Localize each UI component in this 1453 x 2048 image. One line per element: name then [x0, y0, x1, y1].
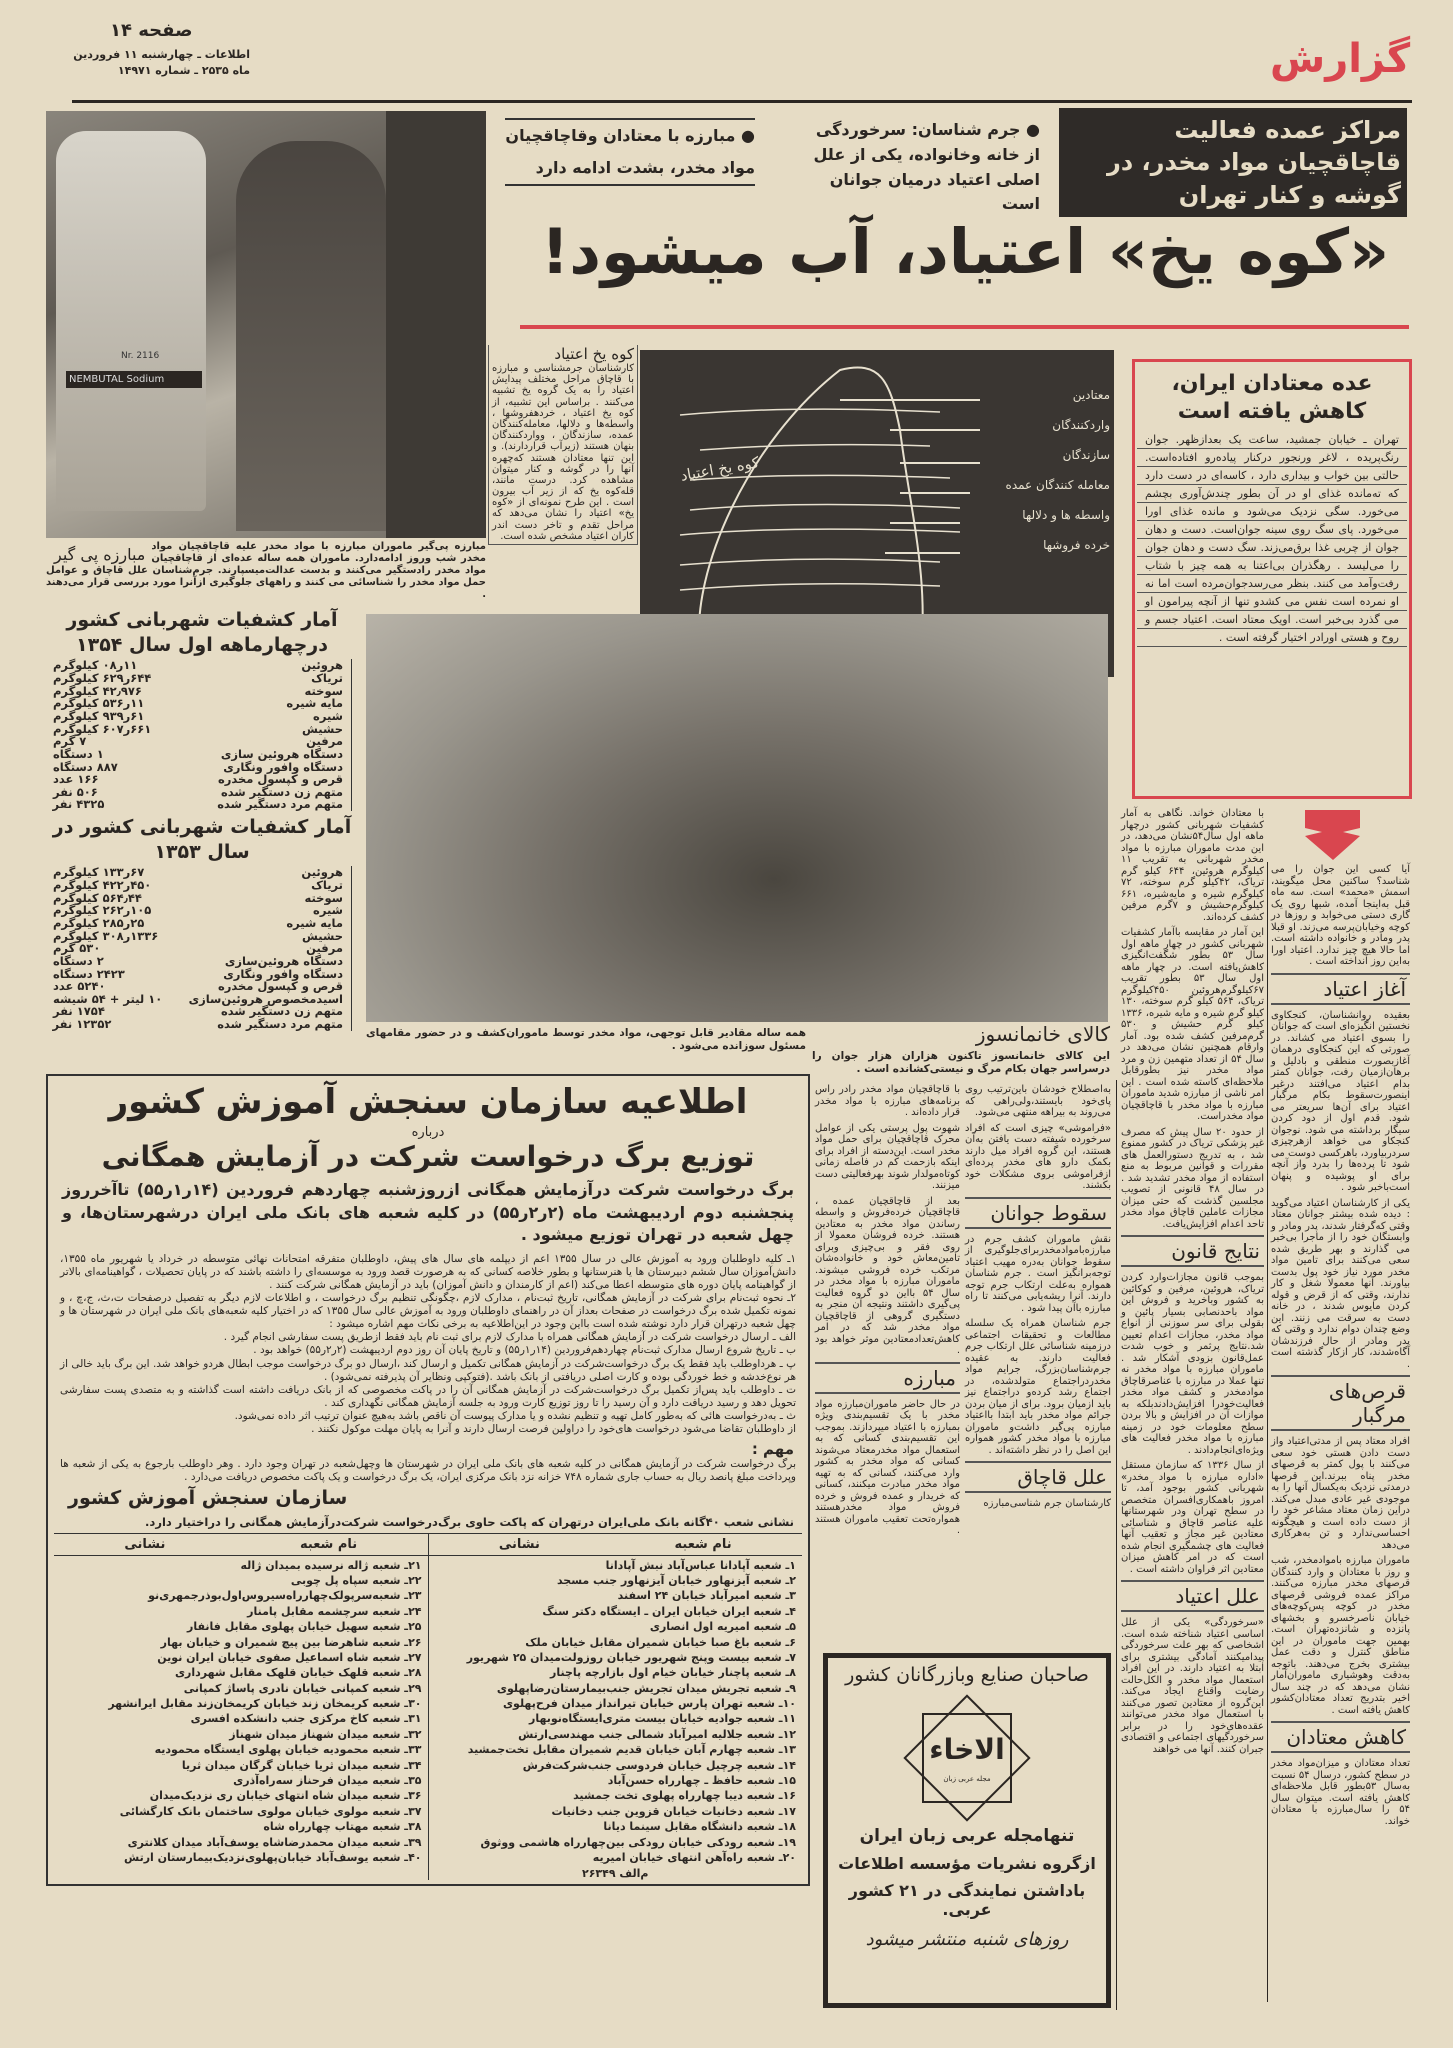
stats-item: تریاک [173, 879, 352, 892]
col-d-p4: در حال حاضر ماموران‌مبارزه مواد مخدر با یک تقسیم‌بندی ویژه بمبارزه با اعتیاد میپردازند. بموجب این تقسیم‌بندی کسانی که به استعمال مواد مخدرمعتاد می‌شوند کسانی که مواد مخدر به کشور وارد می‌کنند، کسانی که به تهیه مواد مخدر مبادرت میکنند، کسانی که خریدار و عمده فروش و خرده فروش مواد مخدرهستند همواره‌تحت تعقیب ماموران هستند . [815, 1398, 960, 1536]
branch-row: ۳۷ـ شعبه مولوی خیابان مولوی ساختمان بانک کارگشائی [119, 1804, 422, 1818]
branch-row: ۹ـ شعبه تجریش میدان تجریش جنب‌بیمارستان‌رضاپهلوی [496, 1681, 796, 1695]
branch-row: ۳۴ـ شعبه میدان ثریا خیابان گرگان میدان ثریا [181, 1758, 422, 1772]
stats-row [53, 672, 352, 685]
kicker-box: مراکز عمده فعالیت قاچاقچیان مواد مخدر، در گوشه و کنار تهران [1059, 108, 1407, 217]
stats-row [53, 917, 352, 930]
photo-burning-drugs [366, 614, 1108, 1022]
col-header-address: نشانی [124, 1536, 166, 1552]
branch-row: ۴۰ـ شعبه یوسف‌آباد خیابان‌پهلوی‌نزدیک‌بیمارستان ارتش [124, 1850, 422, 1864]
stats-item: مایه شیره [179, 697, 351, 710]
red-box-article [1132, 359, 1412, 799]
branch-row: ۱۳ـ شعبه چهارم آبان خیابان قدیم شمیران مقابل تخت‌جمشید [467, 1743, 796, 1757]
stats-value: ۲۵ر۲۸۵ کیلوگرم [53, 916, 145, 930]
col-c-p2: «فراموشی» چیزی است که افراد سرخورده شیفته دست یافتن به‌آن هستند، این گروه افراد میل دارند بکمک دارو های مخدر پرده‌ای ازفراموشی بروی مشکلات خود بکشند. [965, 1122, 1111, 1191]
branch-row: ۱۱ـ شعبه جوادیه خیابان بیست متری‌ایستگاه‌نوبهار [529, 1712, 796, 1726]
stats-value: ۵۳۰ گرم [53, 941, 101, 956]
branch-row: ۱۹ـ شعبه رودکی خیابان رودکی بین‌چهارراه هاشمی ووثوق [480, 1835, 796, 1849]
branch-row: ۳۲ـ شعبه میدان شهناز میدان شهناز [229, 1727, 422, 1741]
diagram-title: کوه یخ اعتیاد [679, 453, 761, 485]
stats-item: شیره [179, 710, 351, 723]
red-box-text: تهران ـ خیابان جمشید، ساعت یک بعدازظهر. جوان رنگ‌پریده ، لاغر ورنجور درکنار پیاده‌رو افتاده‌است. حالتی بین خواب و بیداری دارد ، کاسه‌ای در دست دارد که ته‌مانده غذای او در آن بطور چندش‌آوری بچشم می‌خورد. سگی نزدیک می‌شود و مانده غذای اورا می‌خورد. پای سگ روی سینه جوان‌است. دست و دهان جوان از چربی غذا برق‌می‌زند. سگ دست و دهان جوان را می‌لیسد . رهگذران بی‌اعتنا به همه چیز با شتاب رفت‌وآمد می کنند. بنظر می‌رسدجوان‌مرده است اما نه او نمرده است نفس می کشدو تنها از آنچه پیرامون او می گذرد بی‌خبر است. اویک معتاد است. اعتیاد جسم و روح و هستی اورادر اختیار گرفته است . [1137, 431, 1407, 647]
col-b-p3: از حدود ۲۰ سال پیش که مصرف غیر پزشکی تریاک در کشور ممنوع شد ، به تدریج دستورالعمل های مقررات و قوانین مربوط به منع استفاده از مواد مخدر تشدید شد . در سال ۴۸ قانونی از تصویب مجلسین گذشت که حتی میزان مجازات عاملین قاچاق مواد مخدر تاحد اعدام افزایش‌یافت. [1121, 1126, 1264, 1230]
iceberg-box [488, 345, 638, 545]
notice-item: ت ـ داوطلب باید پس‌از تکمیل برگ درخواست‌شرکت در آزمایش همگانی آن را در پاکت مخصوصی که از بانک دریافت داشته است گذاشته و به متصدی پست سفارشی تحویل دهد و رسید دریافت دارد و آن رسید را تا روز توزیع کارت ورود به جلسه آزمایش همگانی نگهداری کند . [60, 1383, 796, 1409]
stats-value: ۶۶۱ر۶۰۷ کیلوگرم [53, 721, 152, 736]
ad-logo-star [912, 1703, 1022, 1813]
stats-title: آمار کشفیات شهربانی کشور درچهارماهه اول سال ۱۳۵۴ [66, 609, 338, 656]
notice-item: ۱ـ کلیه داوطلبان ورود به آموزش عالی در سال ۱۳۵۵ اعم از دیپلمه های سال های پیش، داوطلبان متفرقه امتحانات نهائی متوسطه در خرداد یا شهریور ماه ۱۳۵۵، دانش‌آموزان سال ششم دبیرستان ها یا هنرستانها و بطور خلاصه کسانی که به هرصورت قصد ورود به موسسه‌ای را داشته باشند که در پایان تحصیلات ، گواهینامه‌ای بالاتر از گواهینامه پایان دوره های متوسطه اعطا می‌کند (اعم از کارمندان و دانش آموزان) باید در آزمایش همگانی شرکت کنند . [60, 1252, 796, 1291]
stats-row [53, 1018, 352, 1031]
col-c-p4: جرم شناسان همراه یک سلسله مطالعات و تحقیقات اجتماعی درزمینه شناسائی علل ارتکاب جرم فعالیت دارند. به عقیده جرم‌شناسان‌بزرگ، جرایم مواد مخدردراجتماع متولدشده، در اجتماع رشد کرده‌و دراجتماع نیز باید ازمیان برود. برای از میان بردن جرائم مواد مخدر باید ابتدا بااعتیاد مبارزه پی‌گیر داشت‌و ماموران مبارزه با مواد مخدر کشور همواره این اصل را در نظر داشته‌اند . [965, 1318, 1111, 1456]
branch-row: ۱۶ـ شعبه دیبا چهارراه پهلوی تخت جمشید [573, 1789, 796, 1803]
stats-item: سوخته [173, 892, 352, 905]
stats-item: هروئین [179, 659, 351, 672]
seizure-statistics [52, 608, 352, 1035]
branches-table [54, 1533, 802, 1881]
section-title: گزارش [1270, 36, 1411, 82]
stats-value: ۷ گرم [53, 734, 87, 749]
col-d-p1: با قاچاقچیان مواد مخدر رادر راس برنامه‌های مبارزه با مواد مخدر قرار داده‌اند . [815, 1084, 960, 1118]
heading-decline-addicts: کاهش معتادان [1271, 1721, 1410, 1753]
ad-line-3: ازگروه نشریات مؤسسه اطلاعات [838, 1854, 1096, 1873]
branch-row: ۲۵ـ شعبه سهیل خیابان پهلوی مقابل فانفار [187, 1620, 422, 1634]
heading-causes-addiction: علل اعتیاد [1121, 1580, 1264, 1612]
branch-row: ۵ـ شعبه امیریه اول انصاری [649, 1620, 796, 1634]
stats-value: ۱۷۵۴ نفر [53, 1004, 105, 1019]
branch-row: ۴ـ شعبه ایران خیابان ایران ـ ایستگاه دکتر سنگ [542, 1604, 796, 1618]
branch-row: ۲۲ـ شعبه سپاه پل چوبی [290, 1573, 422, 1587]
stats-item: سوخته [179, 685, 351, 698]
iceberg-layer-labels [980, 388, 1110, 568]
stats-item: دستگاه وافور ونگاری [173, 968, 352, 981]
branch-row: ۱۷ـ شعبه دخانیات خیابان قزوین جنب دخانیات [551, 1804, 796, 1818]
branch-row: ۳ـ شعبه امیرآباد خیابان ۲۴ اسفند [617, 1589, 796, 1603]
notice-item: از داوطلبان تقاضا می‌شود درخواست های‌خود را دراولین فرصت ارسال دارند و آنرا به پایان مهلت موکول نکنند . [311, 1423, 796, 1436]
iceberg-text: کارشناسان جرمشناسی و مبارزه با قاچاق مراحل مختلف پیدایش اعتیاد را به یک گروه یخ تشبیه می‌کنند . براساس این تشبیه، از کوه یخ اعتیاد ، خردهفروشها ، واسطه‌ها و دلالها، معامله‌کنندگان عمده، سازندگان ، وواردکنندگان بنهان هستند (زیرآب قراردارند). و این تنها معتادان هستند که‌چهره آنها را در گوشه و کنار میتوان مشاهده کرد. درست مانند، قله‌کوه یخ که از زیر آب بیرون است . این طرح نمونه‌ای از «کوه یخ» اعتیاد را نشان می‌دهد که مراحل تقدم و تاخر دست اندر کاران اعتیاد مشخص شده است. [492, 363, 634, 542]
photo2-caption: همه ساله مقادیر قابل توجهی، مواد مخدر توسط ماموران‌کشف و در حضور مقامهای مسئول سوزانده می‌شود . [366, 1027, 806, 1053]
col-b-p5: از سال ۱۳۳۶ که سازمان مستقل «اداره مبارزه با مواد مخدر» شهربانی کشور بوجود آمد، تا امروز باهمکاری‌افسران متخصص در سطح تهران ودر شهرستانها علیه عناصر قاچاق و شناسائی معتادین غیر مجاز و تعقیب آنها فعالیت های چشمگیری انجام شده است که در امر کاهش میزان معتادین اثر فراوان داشته است . [1121, 1460, 1264, 1575]
heading-struggle: مبارزه [815, 1362, 960, 1394]
stats-item: حشیش [179, 723, 351, 736]
branch-row: ۲۶ـ شعبه شاهرضا بین پیچ شمیران و خیابان بهار [160, 1635, 422, 1649]
col-a-p3: افراد معتاد پس از مدتی‌اعتیاد واز دست دادن هستی خود سعی می‌کنند با پول کمتر به قرصهای مخدر پناه ببرند.این قرصها درمدتی نزدیک به‌یکسال آنها را به موجودی غیر عادی مبدل می‌کند. دراین زمان معتاد مشاعر خود را از دست داده است و هیچگونه احساسی‌ندارد و تن به‌هرکاری می‌دهد [1271, 1436, 1410, 1551]
red-arrow-down-icon [1305, 810, 1360, 860]
iceberg-layer-label: واردکنندگان [1052, 418, 1110, 432]
stats-item: شیره [173, 904, 352, 917]
stats-row [53, 980, 352, 993]
notice-title: اطلاعیه سازمان سنجش آموزش کشور [108, 1082, 748, 1122]
stats-item: دستگاه هروئین سازی [179, 748, 351, 761]
branch-row: ۲۷ـ شعبه شاه اسماعیل صفوی خیابان ایران نوین [157, 1650, 422, 1664]
branch-row: ۶ـ شعبه باغ صبا خیابان شمیران مقابل خیابان ملک [525, 1635, 796, 1649]
stats-value: ۱۲۳۵۲ نفر [52, 1017, 112, 1032]
stats-table [52, 659, 352, 811]
branch-row: ۲ـ شعبه آیزنهاور خیابان آیزنهاور جنب مسجد [556, 1573, 796, 1587]
stats-item: متهم زن دستگیر شده [173, 1005, 352, 1018]
ad-line-5: روزهای شنبه منتشر میشود [865, 1929, 1069, 1950]
iceberg-layer-label: سازندگان [1062, 448, 1110, 462]
issue-number: ماه ۲۵۳۵ ـ شماره ۱۴۹۷۱ [117, 64, 250, 77]
column-d [815, 1084, 960, 1541]
branch-row: ۷ـ شعبه بیست وپنج شهریور خیابان روزولت‌میدان ۲۵ شهریور [466, 1650, 796, 1664]
branch-row: ۱۵ـ شعبه حافظ ـ چهارراه حسن‌آباد [607, 1774, 796, 1788]
stats-table [52, 866, 352, 1030]
branch-row: ۱۴ـ شعبه چرچیل خیابان فردوسی جنب‌شرکت‌فرش [522, 1758, 796, 1772]
bullet-headline-2: ● مبارزه با معتادان وقاچاقچیان مواد مخدر، بشدت ادامه دارد [505, 118, 755, 186]
branch-row: ۲۱ـ شعبه ژاله نرسیده بمیدان ژاله [240, 1558, 422, 1572]
ad-line-2: تنهامجله عربی زبان ایران [859, 1826, 1075, 1846]
stats-value: ۴۳۲۵ نفر [52, 797, 105, 812]
col-header-address: نشانی [498, 1536, 540, 1552]
branch-row: ۳۵ـ شعبه میدان فرحناز سه‌راه‌آذری [233, 1774, 422, 1788]
heading-addiction-start: آغاز اعتیاد [1271, 973, 1410, 1005]
stats-value: ۱۱ر۵۳۶ کیلوگرم [53, 696, 145, 711]
col-header-name: نام شعبه [674, 1536, 732, 1552]
notice-item: ث ـ به‌درخواست هائی که به‌طور کامل تهیه و تنظیم نشده و یا مدارک پیوست آن ناقص باشد به‌هیچ عنوان ترتیب اثر داده نمی‌شود. [234, 1410, 796, 1423]
branch-row: ۸ـ شعبه پاچنار خیابان خیام اول بازارچه پاچنار [549, 1666, 796, 1680]
notice-item: الف ـ ارسال درخواست شرکت در آزمایش همگانی همراه با مدارک لازم برای ثبت نام باید فقط ازطریق پست سفارشی انجام گیرد . [223, 1331, 796, 1344]
branches-intro: نشانی شعب ۴۰گانه بانک ملی‌ایران درتهران که پاکت حاوی برگ‌درخواست شرکت‌درآزمایش همگانی را دراختیار دارد. [145, 1514, 794, 1529]
col-b-p6: «سرخوردگی» یکی از علل اساسی اعتیاد شناخته شده است. اشخاصی که بهر علت سرخوردگی پیدامیکنند آمادگی بیشتری برای ابتلا به اعتیاد دارند. در این افراد استعمال مواد مخدر و الکل‌حالت رضایت واقناع ایجاد می‌کند. این‌گروه از معتادین تصور می‌کنند با استعمال مواد مخدر می‌توانند عقده‌های‌خود را در برابر سرخوردگیهای اجتماعی و اقتصادی جبران کنند. آنها می خواهند [1121, 1617, 1264, 1755]
branch-row: ۳۹ـ شعبه میدان محمدرضاشاه یوسف‌آباد میدان کلانتری [127, 1835, 422, 1849]
stats-item: متهم زن دستگیر شده [179, 786, 351, 799]
red-box-title: عده معتادان ایران، کاهش یافته است [1171, 371, 1373, 424]
jar-label: NEMBUTAL Sodium [66, 371, 202, 388]
branch-row: ۲۳ـ شعبه‌سرپولک‌چهارراه‌سیروس‌اول‌بوذرجمهری‌نو [148, 1589, 422, 1603]
exam-announcement [46, 1074, 810, 1886]
stats-value: ۱۱ر۰۸ کیلوگرم [53, 658, 138, 673]
stats-item: قرص و کپسول مخدره [179, 773, 351, 786]
notice-item: پ ـ هرداوطلب باید فقط یک برگ درخواست‌شرکت در آزمایش همگانی تکمیل و ارسال کند ،ارسال دو برگ درخواست موجب ابطال هردو خواهد شد. این برگ باید خالی از هر نوع‌خدشه و خط خوردگی بوده و کارت اصلی دریافتی از بانک باشد .(فتوکپی ونظایر آن پذیرفته نمی‌شود) . [60, 1357, 796, 1383]
iceberg-layer-label: واسطه ها و دلالها [1022, 508, 1110, 522]
stats-row [53, 773, 352, 786]
column-divider [1116, 1080, 1117, 2010]
col-c-p5: کارشناسان جرم شناسی‌مبارزه [983, 1498, 1111, 1509]
header-rule [72, 100, 1412, 103]
branch-row: ۲۸ـ شعبه قلهک خیابان قلهک مقابل شهرداری [174, 1666, 422, 1680]
stats-value: ۵۶۴٫۴۴ کیلوگرم [53, 890, 142, 905]
issue-line: اطلاعات ـ چهارشنبه ۱۱ فروردین [73, 48, 250, 61]
col-b-p2: این آمار در مقایسه باآمار کشفیات شهربانی کشور در چهار ماهه اول سال ۵۳ بطور شگفت‌انگیزی کاهش‌یافته است. در چهار ماهه اول سال ۵۳ بطور تقریب ۶۷کیلوگرم‌هروئین ۴۵۰کیلوگرم تریاک، ۵۶۴ کیلو گرم سوخته، ۱۳۰ کیلو گرم شیره و مایه شیره، ۱۳۳۶ کیلو گرم حشیش و ۵۳۰ گرم‌مرفین کشف شده بود. آمار وارقام همچنین نشان می‌دهد در سال ۵۴ از تعداد متهمین زن و مرد مواد مخدر نیز بطورقابل ملاحظه‌ای کاسته شده است . این امر ناشی از مبارزه شدید ماموران مبارزه با مواد مخدر با قاچاقچیان مواد مخدراست. [1121, 927, 1264, 1122]
red-rule [520, 325, 1409, 329]
ad-logo-sub: مجله عربی زبان [943, 1775, 991, 1783]
stats-value: ۱ دستگاه [53, 746, 104, 761]
bullet-headline-1-text: جرم شناسان: سرخوردگی از خانه وخانواده، یکی از علل اصلی اعتیاد درمیان جوانان است [813, 120, 1040, 214]
column-a [1271, 864, 1410, 1831]
branch-row: ۳۶ـ شعبه میدان شاه انتهای خیابان ری نزدیک‌میدان [149, 1789, 422, 1803]
jar-number: Nr. 2116 [121, 351, 160, 361]
col-b-p4: بموجب قانون مجازات‌وارد کردن تریاک، هروئین، مرفین و کوکائین به کشور وباخرید و فروش این مواد باحدنصابی بسیار پائین و بقولی برای سر سوزنی از انواع مواد مخدر، مجازات اعدام تعیین شد.نتایج پرثمر و خوب شدت عمل‌قانون بزودی آشکار شد . ماموران مبارزه با مواد مخدر نه تنها عملا در مبارزه با عناصرقاچاق موادمخدر و کشف مواد مخدر فعالیت‌خودرا افزایش‌دادندبلکه به موازات آن در افزایش و بالا بردن سطح معلومات خود در زمینه مبارزه با مواد مخدر فعالیت های ویژه‌ای‌انجام‌دادند . [1121, 1272, 1264, 1456]
col-a-p5: تعداد معتادان و میزان‌مواد مخدر در سطح کشور، درسال ۵۴ نسبت به‌سال ۵۳بطور قابل ملاحظه‌ای کاهش یافته است. میتوان سال ۵۴ را سال‌مبارزه با معتادان خواند. [1271, 1758, 1411, 1827]
photo1-caption: مبارزه پی‌گیر ماموران مبارزه با مواد مخدر علیه قاچاقچیان مواد مخدر شب وروز ادامه‌دارد. ماموران همه ساله عده‌ای از قاچاقچیان مواد مخدر رادستگیر می‌کنند و بدست عدالت‌میسپارند. جرم‌شناسان علل قاچاق و عوامل حمل مواد مخدر را شناسائی می کنند و راههای جلوگیری ازآنرا مورد بررسی قرار می‌دهند . [46, 541, 486, 600]
stats-item: دستگاه وافور ونگاری [179, 761, 351, 774]
iceberg-layer-label: خرده فروشها [1043, 538, 1110, 552]
al-akha-magazine-ad [823, 1653, 1111, 2008]
col-d-p2: شهوت پول پرستی یکی از عوامل محرک قاچاقچیان برای حمل مواد مخدر است. این‌دسته از افراد برای اینکه بازحمت کم در فاصله زمانی کوتاه‌مولدار شوند بهرفعالیتی دست میزنند. [815, 1122, 960, 1191]
stats-row [53, 748, 352, 761]
stats-value: ۱۰ لیتر + ۵۴ شیشه [53, 991, 163, 1006]
notice-signature: سازمان سنجش آموزش کشور [68, 1486, 348, 1509]
stats-value: ۵۰۶ نفر [53, 784, 98, 799]
branch-row: ۲۰ـ شعبه راه‌آهن انتهای خیابان امیریه [592, 1850, 796, 1864]
stats-value: ۱۳۳۶ر۳۰۸ کیلوگرم [53, 928, 159, 943]
stats-value: ۸۸۷ دستگاه [53, 759, 118, 774]
photo2-subcaption: این کالای خانمانسوز تاکنون هزاران هزار جوان را درسراسر جهان بکام مرگ و نیستی‌کشانده است . [812, 1050, 1110, 1075]
branches-col-left [54, 1534, 428, 1881]
branch-row: ۱۰ـ شعبه تهران پارس خیابان تیرانداز میدان فرح‌پهلوی [502, 1697, 796, 1711]
ad-line-4: باداشتن نمایندگی در ۲۱ کشور عربی. [848, 1881, 1086, 1919]
notice-subtitle: توزیع برگ درخواست شرکت در آزمایش همگانی [101, 1139, 755, 1173]
photo1-caption-title: مبارزه پی گیر [54, 545, 146, 564]
photo2-title: کالای خانمانسوز [975, 1022, 1110, 1046]
notice-item: ب ـ تاریخ شروع ارسال مدارک ثبت‌نام چهاردهم‌فروردین (۱۴ر۱ر۵۵) و تاریخ پایان آن روز دوم اردیبهشت (۲ر۲ر۵۵) خواهد بود . [253, 1344, 796, 1357]
important-label: مهم : [751, 1440, 794, 1459]
col-header-name: نام شعبه [300, 1536, 358, 1552]
stats-value: ۲ دستگاه [53, 953, 104, 968]
stats-value: ۶۱ر۹۳۹ کیلوگرم [53, 708, 145, 723]
heading-law-results: نتایج قانون [1121, 1235, 1264, 1267]
col-a-intro: آیا کسی این جوان را می شناسد؟ ساکنین محل میگویند، اسمش «محمد» است. سه ماه قبل به‌اینجا آمده، شبها روی یک گاری دستی می‌خوابد و روزها در کوچه وخیابان‌پرسه می‌زند. او قبلا پدر ومادر و خانواده داشته است. اما حالا هیچ چیز ندارد. اعتیاد اورا به‌این روز انداخته است . [1271, 864, 1410, 967]
notice-items [60, 1253, 796, 1437]
iceberg-layer-label: معامله کنندگان عمده [1005, 478, 1110, 492]
stats-title: آمار کشفیات شهربانی کشور در سال ۱۳۵۳ [52, 816, 352, 863]
bullet-headline-2-text: مبارزه با معتادان وقاچاقچیان مواد مخدر، بشدت ادامه دارد [505, 126, 755, 177]
column-b [1121, 808, 1264, 1759]
stats-item: دستگاه هروئین‌سازی [173, 955, 352, 968]
iceberg-layer-label: معتادین [1072, 388, 1110, 402]
col-a-p1: بعقیده روانشناسان، کنجکاوی نخستین انگیزه‌ای است که جوانان را بسوی اعتیاد می کشاند. در صورتی که این کنجکاوی درهمان آغازبصورت منطقی و بادلیل و برهان‌ازمیان رفت، جوانان کمتر بدام اعتیاد می‌افتند درغیر اینصورت‌سقوط بکام مرگبار اعتیاد برای آن‌ها سریعتر می شود. قدم اول از دود کردن سیگار برداشته می شود. نوجوان کنجکاو می خواهد ازهرچیزی سردربیاورد، باهرکسی دوست می شود تا پرده‌ها را بدرد واز آنچه برای او پوشیده و پنهان است‌باخبر شود . [1271, 1009, 1410, 1193]
stats-value: ۶۴۴ر۶۲۹ کیلوگرم [53, 671, 152, 686]
branch-row: ۲۹ـ شعبه کمپانی خیابان نادری پاساژ کمپانی [183, 1681, 422, 1695]
branch-row: ۱۲ـ شعبه جلالیه امیرآباد شمالی جنب مهندسی‌ارتش [518, 1727, 796, 1741]
col-b-p1: با معتادان خواند. نگاهی به آمار کشفیات شهربانی کشور درچهار ماهه اول سال۵۴نشان می‌دهد، در این مدت ماموران مبارزه با مواد مخدر شهربانی به تقریب ۱۱ کیلوگرم هروئین، ۶۴۴ کیلو گرم تریاک، ۴۲کیلو گرم سوخته، ۷۲ کیلوگرم شیره و مایه‌شیره، ۶۶۱ کیلوگرم‌حشیش و ۷گرم مرفین کشف کرده‌اند. [1121, 808, 1265, 923]
page-number: صفحه ۱۴ [110, 20, 193, 41]
stats-row [53, 735, 352, 748]
col-d-p3: بعد از قاچاقچیان عمده ، قاچاقچیان خرده‌فروش و واسطه رساندن مواد مخدر به معتادین هستند. خرده فروشان معمولا از روی فقر و بی‌چیزی وبرای تامین‌معاش خود و خانواده‌شان مرتکب خرده فروشی میشوند. ماموران مبارزه با مواد مخدر در سال ۵۴ بااین دو گروه فعالیت پی‌گیری داشتند ونتیجه آن منجر به دستگیری گروهی از قاچاقچیان مواد مخدر شد که در امر کاهش‌تعدادمعتادین موثر خواهد بود . [815, 1195, 960, 1356]
photo-smuggler-with-drug-jar [46, 111, 486, 538]
stats-value: ۵۲۴۰ عدد [53, 979, 106, 994]
stats-value: ۴۵۰ر۴۲۲ کیلوگرم [53, 878, 152, 893]
stats-value: ۱۰۵ر۲۶۲ کیلوگرم [53, 903, 152, 918]
stats-row [53, 798, 352, 811]
branch-row: ۳۱ـ شعبه کاخ مرکزی جنب دانشکده افسری [190, 1712, 422, 1726]
photo1-caption-block [46, 541, 486, 601]
stats-item: متهم مرد دستگیر شده [179, 798, 351, 811]
branches-col-right [428, 1534, 803, 1881]
stats-value: ۱۶۶ عدد [53, 772, 99, 787]
main-headline: «کوه یخ» اعتیاد، آب میشود! [540, 215, 1390, 288]
stats-value: ۶۷ر۱۳۳ کیلوگرم [53, 865, 145, 880]
iceberg-title: کوه یخ اعتیاد [554, 345, 634, 363]
stats-row [53, 710, 352, 723]
stats-value: ۴۲٫۹۷۶ کیلوگرم [53, 683, 142, 698]
stats-item: مرفین [173, 942, 352, 955]
stats-item: تریاک [179, 672, 351, 685]
branch-row: ۱۸ـ شعبه دانشگاه مقابل سینما دیانا [603, 1820, 796, 1834]
stats-row [53, 955, 352, 968]
stats-item: قرص و کپسول مخدره [173, 980, 352, 993]
stats-item: هروئین [173, 866, 352, 879]
important-text: برگ درخواست شرکت در آزمایش همگانی در کلیه شعبه های بانک ملی ایران در شهرستان ها وچهل‌شعبه در تهران وجود دارد . وهر داوطلب بارجوع به یکی از شعبه ها وپرداخت مبلغ پانصد ریال به حساب جاری شماره ۷۴۸ خزانه نزد بانک مرکزی ایران، یک برگ درخواست و یک پاکت مخصوص دریافت می‌دارد . [60, 1458, 796, 1484]
notice-item: ۲ـ نحوه ثبت‌نام برای شرکت در آزمایش همگانی، تاریخ ثبت‌نام ، مدارک لازم ،چگونگی تنظیم برگ درخواست ، و اطلاعات لازم دیگر به تفصیل درصفحات ت،ث، ج،چ ، و نمونه تکمیل شده برگ درخواست در صفحات بعداز آن در راهنمای داوطلبان ورود به آموزش عالی سال ۱۳۵۵ که در اختیار کلیه شعبه‌های بانک ملی ایران در شهرستان ها و چهل شعبه درتهران قرار دارد نوشته شده است بااین وجود در این‌اطلاعیه به برخی نکات مهم اشاره میشود : [60, 1291, 796, 1331]
branch-row: ۱ـ شعبه آپادانا عباس‌آباد نبش آپادانا [605, 1558, 796, 1572]
branch-row: ۳۸ـ شعبه مهتاب چهارراه شاه [263, 1820, 422, 1834]
notice-lead: برگ درخواست شرکت درآزمایش همگانی ازروزشنبه چهاردهم فروردین (۱۴ر۱ر۵۵) تاآخرروز پنجشنبه دوم اردیبهشت ماه (۲ر۲ر۵۵) در کلیه شعبه های بانک ملی ایران درشهرستان‌ها، و چهل شعبه در تهران توزیع میشود . [62, 1180, 795, 1245]
branch-row: ۲۴ـ شعبه سرچشمه مقابل پامنار [247, 1604, 422, 1618]
heading-causes-smuggling: علل قاچاق [965, 1461, 1111, 1493]
bullet-headline-1: ● جرم شناسان: سرخوردگی از خانه وخانواده، یکی از علل اصلی اعتیاد درمیان جوانان است [813, 120, 1040, 214]
ad-reference: م‌الف ۲۶۳۴۹ [582, 1867, 649, 1881]
heading-deadly-pills: قرص‌های مرگبار [1271, 1375, 1410, 1431]
col-a-p2: یکی از کارشناسان اعتیاد می‌گوید : دیده شده بیشتر جوانان معتاد وقتی که‌گرفتار شدند، پدر ومادر و وابستگان خود را از ماجرا بی‌خبر می گذارند و بهر طریق شده سعی می‌کنند برای تامین مواد مخدر مورد نیاز خود پول بدست بیاورند. آنها معمولا شغل و کار ندارند، وقتی که از قرض و قوله کردن مایوس شدند ، در خانه دست به سرقت می زنند. این وضع چندان دوام ندارد و وقتی که پدر ومادر از حال فرزندشان آگاه‌شدند، کار ازکار گذشته است . [1271, 1197, 1410, 1370]
stats-row [53, 879, 352, 892]
branch-row: ۳۳ـ شعبه محمودیه خیابان پهلوی ایستگاه محمودیه [154, 1743, 422, 1757]
col-c-p3: نقش ماموران کشف جرم در مبارزه‌باموادمخدربرای‌جلوگیری از سقوط جوانان به‌دره مهیب اعتیاد توجه‌برانگیز است . جرم شناسان همواره به‌علت ارتکاب جرم توجه دارند. آنرا ریشه‌یابی می‌کنند تا راه مبارزه باآن پیدا شود . [965, 1233, 1111, 1314]
stats-item: حشیش [173, 930, 352, 943]
col-a-p4: ماموران مبارزه باموادمخدر، شب و روز با معتادان و وارد کنندگان قرصهای مخدر مبارزه می‌کنند. مراکز عمده فروشی قرصهای مخدر در کوچه پس‌کوچه‌های خیابان ناصرخسرو و بخشهای پانزده و شانزده‌تهران است. بهمین جهت ماموران در این مناطق کنترل و دقت عمل بیشتری بخرج می‌دهند. باتوجه به‌دقت وهوشیاری ماموران‌آمار نشان می‌دهد که در چند سال اخیر بتدریج تعداد معتادان‌کشور کاهش یافته است . [1271, 1555, 1410, 1716]
heading-youth-fall: سقوط جوانان [965, 1197, 1111, 1229]
column-c [965, 1084, 1111, 1514]
ad-logo: الاخاء [929, 1733, 1005, 1766]
col-c-p1: به‌اصطلاح خودشان باین‌ترتیب روی پای‌خود بایستند،ولی‌راهی که می‌روند به بیراهه منتهی می‌شود. [965, 1084, 1111, 1118]
column-divider [1267, 862, 1268, 2002]
stats-item: مایه شیره [173, 917, 352, 930]
stats-value: ۲۴۲۳ دستگاه [53, 966, 125, 981]
stats-item: متهم مرد دستگیر شده [173, 1018, 352, 1031]
stats-item: مرفین [179, 735, 351, 748]
branch-row: ۳۰ـ شعبه کریمخان زند خیابان کریمخان‌زند مقابل ایرانشهر [108, 1697, 422, 1711]
stats-item: اسیدمخصوص هروئین‌سازی [173, 993, 352, 1006]
notice-about: درباره [411, 1124, 445, 1140]
ad-line-1: صاحبان صنایع وبازرگانان کشور [845, 1664, 1089, 1686]
